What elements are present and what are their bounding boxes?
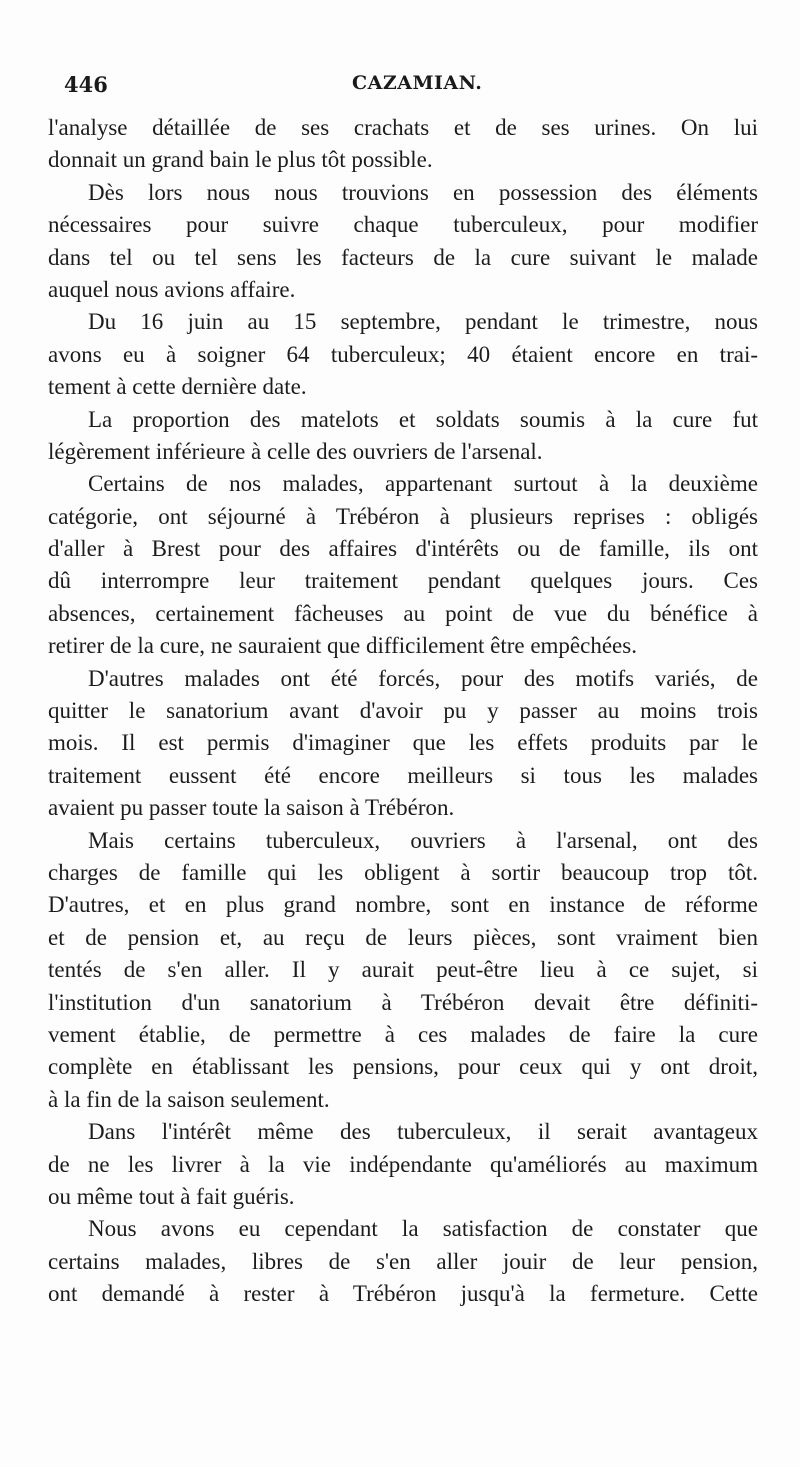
text-line: à la fin de la saison seulement.	[48, 1086, 330, 1112]
text-line: ou même tout à fait guéris.	[48, 1183, 295, 1209]
text-line: l'analyse détaillée de ses crachats et de ses urines. On lui	[48, 115, 758, 140]
text-line: quitter le sanatorium avant d'avoir pu y passer au moins trois	[48, 698, 758, 724]
page-header	[50, 72, 750, 104]
text-line: absences, certainement fâcheuses au point de vue du bénéfice à	[48, 600, 758, 626]
text-line: Certains de nos malades, appartenant surtout à la deuxième	[88, 471, 758, 497]
text-line: La proportion des matelots et soldats soumis à la cure fut	[88, 406, 758, 432]
text-line: tentés de s'en aller. Il y aurait peut-être lieu à ce sujet, si	[48, 957, 758, 983]
text-line: vement établie, de permettre à ces malades de faire la cure	[48, 1021, 758, 1047]
text-line: Du 16 juin au 15 septembre, pendant le trimestre, nous	[88, 309, 758, 335]
body-text	[48, 112, 758, 1310]
text-line: avons eu à soigner 64 tuberculeux; 40 étaient encore en trai-	[48, 341, 758, 367]
text-line: certains malades, libres de s'en aller jouir de leur pension,	[48, 1248, 758, 1274]
text-line: nécessaires pour suivre chaque tuberculeux, pour modifier	[48, 212, 758, 238]
page-number: 446	[64, 72, 108, 97]
text-line: donnait un grand bain le plus tôt possible.	[48, 147, 433, 173]
text-line: l'institution d'un sanatorium à Trébéron devait être définiti-	[48, 989, 758, 1015]
text-line: auquel nous avions affaire.	[48, 276, 296, 302]
running-head: CAZAMIAN.	[352, 72, 483, 94]
text-line: retirer de la cure, ne sauraient que difficilement être empêchées.	[48, 633, 637, 659]
text-line: D'autres malades ont été forcés, pour des motifs variés, de	[88, 665, 758, 691]
text-line: tement à cette dernière date.	[48, 374, 307, 400]
text-line: Mais certains tuberculeux, ouvriers à l'arsenal, ont des	[88, 827, 758, 853]
text-line: Nous avons eu cependant la satisfaction de constater que	[88, 1216, 758, 1242]
text-line: ont demandé à rester à Trébéron jusqu'à la fermeture. Cette	[48, 1281, 758, 1307]
text-line: mois. Il est permis d'imaginer que les effets produits par le	[48, 730, 758, 756]
text-line: complète en établissant les pensions, pour ceux qui y ont droit,	[48, 1054, 758, 1080]
text-line: d'aller à Brest pour des affaires d'intérêts ou de famille, ils ont	[48, 536, 758, 562]
text-line: de ne les livrer à la vie indépendante qu'améliorés au maximum	[48, 1151, 758, 1177]
text-line: et de pension et, au reçu de leurs pièces, sont vraiment bien	[48, 924, 758, 950]
text-line: traitement eussent été encore meilleurs si tous les malades	[48, 762, 758, 788]
text-line: Dès lors nous nous trouvions en possession des éléments	[88, 179, 758, 205]
text-line: charges de famille qui les obligent à sortir beaucoup trop tôt.	[48, 859, 758, 885]
text-line: D'autres, et en plus grand nombre, sont en instance de réforme	[48, 892, 758, 918]
text-line: dans tel ou tel sens les facteurs de la cure suivant le malade	[48, 244, 758, 270]
text-line: dû interrompre leur traitement pendant quelques jours. Ces	[48, 568, 758, 594]
text-line: légèrement inférieure à celle des ouvriers de l'arsenal.	[48, 438, 543, 464]
text-line: Dans l'intérêt même des tuberculeux, il serait avantageux	[88, 1119, 758, 1145]
text-line: catégorie, ont séjourné à Trébéron à plusieurs reprises : obligés	[48, 503, 758, 529]
text-line: avaient pu passer toute la saison à Trébéron.	[48, 795, 455, 821]
